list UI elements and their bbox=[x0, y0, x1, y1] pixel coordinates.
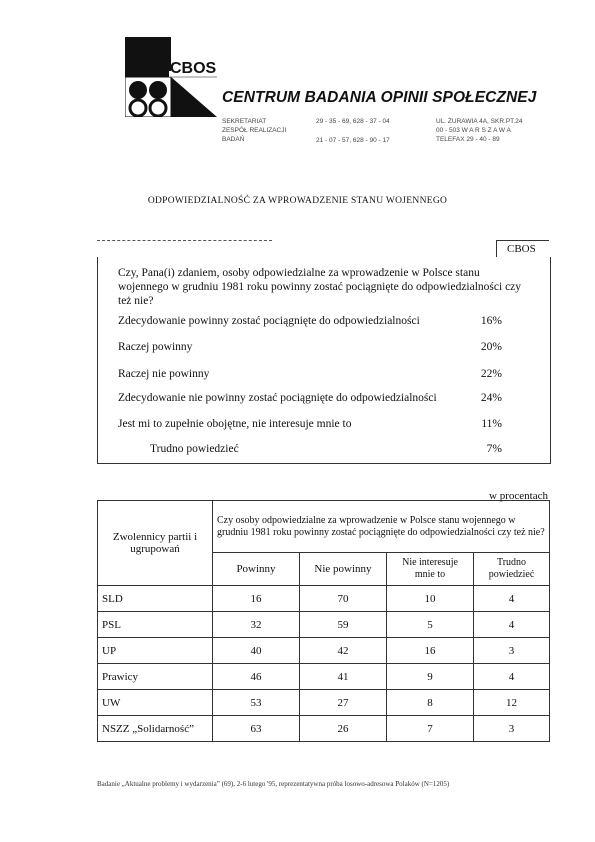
answer-label: Trudno powiedzieć bbox=[150, 443, 239, 455]
table-row: PSL 32 59 5 4 bbox=[98, 612, 550, 638]
document-title: ODPOWIEDZIALNOŚĆ ZA WPROWADZENIE STANU WOJENNEGO bbox=[147, 196, 448, 206]
party-breakdown-table bbox=[97, 500, 550, 742]
unit-label: w procentach bbox=[489, 490, 548, 502]
table1-top-line bbox=[97, 240, 272, 241]
answer-value: 16% bbox=[480, 315, 502, 327]
column-header: Nie interesuje mnie to bbox=[387, 553, 474, 586]
table2-question: Czy osoby odpowiedzialne za wprowadzenie w Polsce stanu wojennego w grudniu 1981 roku powinny zostać pociągnięte do odpowiedzialności czy też nie? bbox=[213, 501, 550, 553]
table-row: UP 40 42 16 3 bbox=[98, 638, 550, 664]
answer-label: Zdecydowanie powinny zostać pociągnięte do odpowiedzialności bbox=[118, 315, 420, 327]
source-tag: CBOS bbox=[496, 240, 549, 257]
contact-phones: 29 - 35 - 69, 628 - 37 - 04 21 - 07 - 57, 628 - 90 - 17 bbox=[316, 118, 390, 144]
table-row: UW 53 27 8 12 bbox=[98, 690, 550, 716]
answer-value: 22% bbox=[480, 368, 502, 380]
answer-value: 11% bbox=[481, 418, 502, 430]
row-header: Zwolennicy partii i ugrupowań bbox=[98, 501, 213, 586]
answer-value: 7% bbox=[486, 443, 502, 455]
answer-label: Jest mi to zupełnie obojętne, nie interesuje mnie to bbox=[118, 418, 352, 430]
table-row: SLD 16 70 10 4 bbox=[98, 586, 550, 612]
table1-question: Czy, Pana(i) zdaniem, osoby odpowiedzialne za wprowadzenie w Polsce stanu wojennego w grudniu 1981 roku powinny zostać pociągnięte do odpowiedzialności czy też nie? bbox=[118, 267, 522, 307]
answer-label: Zdecydowanie nie powinny zostać pociągnięte do odpowiedzialności bbox=[118, 392, 437, 404]
contact-left: SEKRETARIAT ZESPÓŁ REALIZACJI BADAŃ bbox=[222, 118, 287, 143]
contact-address: UL. ŻURAWIA 4A, SKR.PT.24 00 - 503 W A R S Z A W A TELEFAX 29 - 40 - 89 bbox=[436, 118, 523, 143]
answer-label: Raczej nie powinny bbox=[118, 368, 210, 380]
footer-note: Badanie „Aktualne problemy i wydarzenia” (69), 2-6 lutego '95, reprezentatywna próba losowo-adresowa Polaków (N=1205) bbox=[97, 780, 450, 788]
table-row: Prawicy 46 41 9 4 bbox=[98, 664, 550, 690]
answer-label: Raczej powinny bbox=[118, 341, 193, 353]
table-row: NSZZ „Solidarność” 63 26 7 3 bbox=[98, 716, 550, 742]
org-name: CENTRUM BADANIA OPINII SPOŁECZNEJ bbox=[222, 89, 537, 106]
answer-value: 20% bbox=[480, 341, 502, 353]
logo-text: CBOS bbox=[170, 60, 217, 77]
column-header: Powinny bbox=[213, 553, 300, 586]
column-header: Trudno powiedzieć bbox=[474, 553, 550, 586]
answer-value: 24% bbox=[480, 392, 502, 404]
column-header: Nie powinny bbox=[300, 553, 387, 586]
